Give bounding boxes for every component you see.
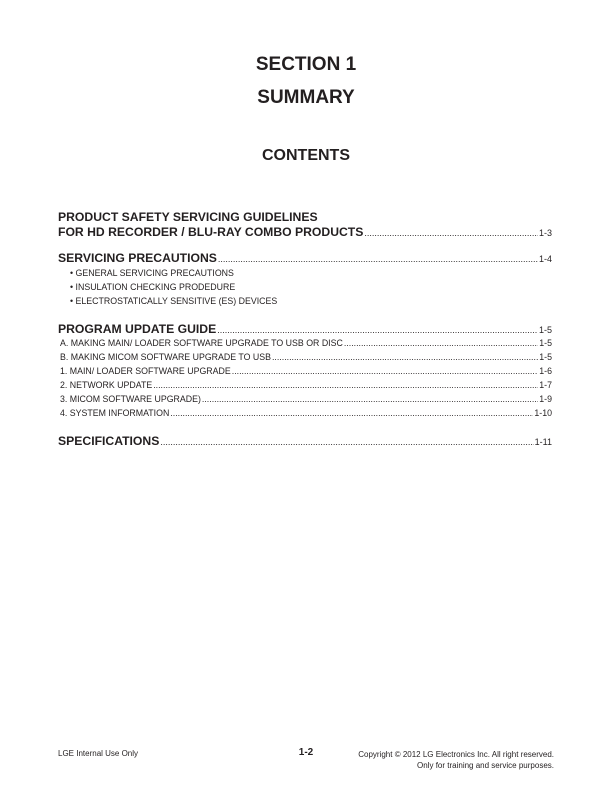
dot-leader — [272, 352, 538, 362]
dot-leader — [217, 325, 538, 335]
summary-title: SUMMARY — [257, 87, 355, 108]
toc-product-safety — [58, 210, 552, 240]
toc-entry[interactable] — [58, 434, 552, 449]
dot-leader — [364, 228, 538, 238]
toc-sub-entry[interactable]: A. MAKING MAIN/ LOADER SOFTWARE UPGRADE TO USB OR DISC ..... 1-5 — [58, 338, 552, 352]
dot-leader — [202, 394, 538, 404]
toc-servicing-precautions — [58, 251, 552, 310]
section-title: SECTION 1 — [255, 54, 357, 75]
usage-line: Only for training and service purposes. — [417, 761, 554, 770]
toc-entry[interactable] — [58, 251, 552, 266]
toc-entry-label: PROGRAM UPDATE GUIDE — [58, 322, 217, 336]
toc-page-number: 1-11 — [534, 437, 552, 447]
dot-leader — [153, 380, 538, 390]
toc-entry[interactable] — [58, 322, 552, 337]
toc-entry-label: SPECIFICATIONS — [58, 434, 160, 448]
footer-internal-use: LGE Internal Use Only — [58, 749, 139, 758]
copyright-line: Copyright © 2012 LG Electronics Inc. All right reserved. — [358, 750, 554, 759]
toc-entry-label: FOR HD RECORDER / BLU-RAY COMBO PRODUCTS — [58, 225, 364, 239]
footer-page-number: 1-2 — [298, 747, 314, 758]
toc-page-number: 1-3 — [538, 228, 552, 238]
toc-page-number: 1-4 — [538, 254, 552, 264]
toc-entry-label: SERVICING PRECAUTIONS — [58, 251, 217, 265]
toc-bullet-item[interactable]: • ELECTROSTATICALLY SENSITIVE (ES) DEVICES — [70, 296, 278, 306]
toc-program-update — [58, 322, 552, 422]
toc-page-number: 1-5 — [538, 325, 552, 335]
toc-entry[interactable] — [58, 225, 552, 240]
toc-specifications — [58, 434, 552, 449]
dot-leader — [170, 408, 533, 418]
toc-sub-entry[interactable]: 3. MICOM SOFTWARE UPGRADE) ..... 1-9 — [58, 394, 552, 408]
contents-title: CONTENTS — [262, 147, 350, 164]
dot-leader — [160, 437, 533, 447]
toc-sub-entry[interactable]: 2. NETWORK UPDATE ..... 1-7 — [58, 380, 552, 394]
toc-bullet-item[interactable]: • INSULATION CHECKING PRODEDURE — [70, 282, 236, 292]
toc-entry-label: PRODUCT SAFETY SERVICING GUIDELINES — [58, 210, 318, 224]
dot-leader — [232, 366, 539, 376]
footer-copyright — [358, 749, 554, 771]
dot-leader — [218, 254, 538, 264]
toc-sub-entry[interactable]: 4. SYSTEM INFORMATION ..... 1-10 — [58, 408, 552, 422]
dot-leader — [344, 338, 538, 348]
toc-entry[interactable] — [58, 210, 552, 225]
toc-sub-entry[interactable]: 1. MAIN/ LOADER SOFTWARE UPGRADE ..... 1-6 — [58, 366, 552, 380]
toc-bullet-item[interactable]: • GENERAL SERVICING PRECAUTIONS — [70, 268, 234, 278]
toc-sub-entry[interactable]: B. MAKING MICOM SOFTWARE UPGRADE TO USB ..... 1-5 — [58, 352, 552, 366]
